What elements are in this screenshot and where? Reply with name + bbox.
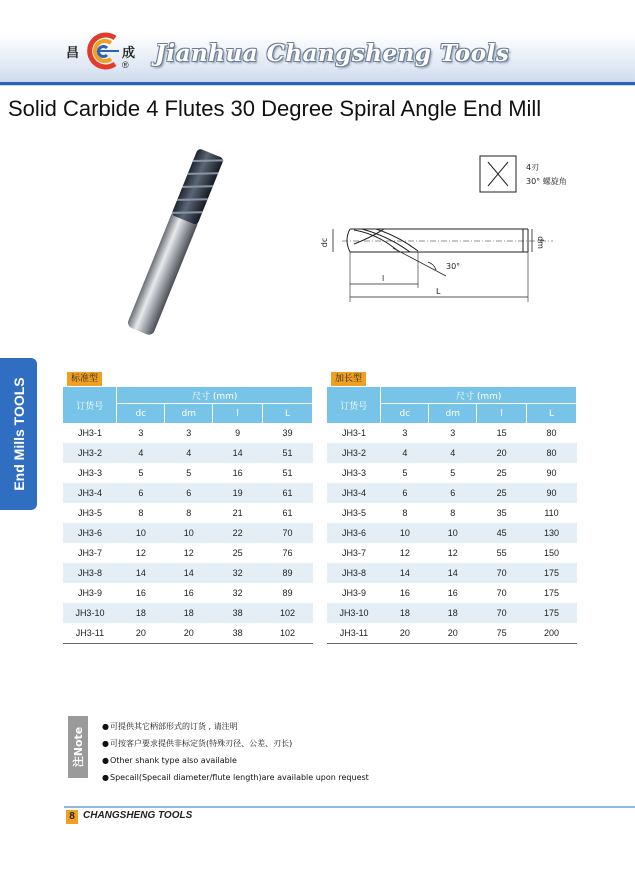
standard-badge: 标准型 xyxy=(67,372,102,386)
order-code-cell: JH3-1 xyxy=(77,428,102,438)
table-row xyxy=(63,483,313,503)
order-code-cell: JH3-9 xyxy=(341,588,366,598)
end-mill-photo xyxy=(110,140,240,340)
size-cell: 90 xyxy=(527,483,577,503)
page-header xyxy=(0,0,635,86)
size-cell: 110 xyxy=(544,508,559,518)
table-row xyxy=(327,583,577,603)
logo-char-left: 昌 xyxy=(66,46,80,61)
size-cell: 51 xyxy=(263,443,313,463)
order-code-cell: JH3-7 xyxy=(341,548,366,558)
size-cell: 200 xyxy=(527,623,577,644)
size-cell: 20 xyxy=(165,623,213,644)
size-cell: 6 xyxy=(165,483,213,503)
angle-label: 30° 螺旋角 xyxy=(526,177,567,186)
page-title: Solid Carbide 4 Flutes 30 Degree Spiral Angle End Mill xyxy=(8,96,542,121)
overall-length-label: L xyxy=(436,287,441,296)
size-cell: 39 xyxy=(282,428,293,438)
order-code-cell: JH3-8 xyxy=(63,563,117,583)
size-cell: 102 xyxy=(263,623,313,644)
table-row xyxy=(327,603,577,623)
size-cell: 20 xyxy=(477,443,527,463)
company-logo xyxy=(66,30,146,76)
table-row xyxy=(327,503,577,523)
dm-header: dm xyxy=(429,404,477,424)
side-tab xyxy=(0,358,37,510)
size-cell: 18 xyxy=(381,603,429,623)
order-code-cell: JH3-10 xyxy=(63,603,117,623)
size-cell: 8 xyxy=(450,508,456,518)
logo-mark-icon xyxy=(83,30,123,72)
order-header: 订货号 xyxy=(327,387,381,423)
registered-mark: ® xyxy=(122,60,129,70)
header-divider xyxy=(0,82,635,85)
dm-label: dm xyxy=(535,236,545,249)
L-header: L xyxy=(263,404,313,424)
size-cell: 80 xyxy=(546,428,557,438)
size-cell: 18 xyxy=(117,603,165,623)
order-code-cell: JH3-11 xyxy=(327,623,381,644)
table-row xyxy=(63,583,313,603)
technical-drawing xyxy=(318,152,588,312)
table-row xyxy=(327,523,577,543)
size-cell: 5 xyxy=(138,468,144,478)
size-cell: 10 xyxy=(165,523,213,543)
size-header: 尺寸 (mm) xyxy=(381,387,577,404)
note-item: ●Specail(Specail diameter/flute length)are available upon request xyxy=(102,773,369,782)
logo-char-right: 成 xyxy=(122,46,136,61)
dc-header: dc xyxy=(117,404,165,424)
size-cell: 16 xyxy=(135,588,146,598)
order-code-cell: JH3-10 xyxy=(327,603,381,623)
flutes-label: 4刃 xyxy=(526,163,540,172)
size-cell: 12 xyxy=(135,548,146,558)
footer-brand: CHANGSHENG TOOLS xyxy=(83,810,193,821)
size-cell: 5 xyxy=(186,468,192,478)
spiral-angle-label: 30° xyxy=(446,262,461,271)
size-cell: 12 xyxy=(447,548,458,558)
table-row xyxy=(63,523,313,543)
size-cell: 25 xyxy=(477,483,527,503)
size-cell: 80 xyxy=(527,443,577,463)
size-cell: 8 xyxy=(138,508,144,518)
size-cell: 4 xyxy=(165,443,213,463)
size-cell: 18 xyxy=(429,603,477,623)
size-cell: 12 xyxy=(399,548,410,558)
size-cell: 20 xyxy=(429,623,477,644)
size-cell: 32 xyxy=(232,588,243,598)
table-row xyxy=(63,503,313,523)
order-code-cell: JH3-6 xyxy=(327,523,381,543)
footer-divider xyxy=(64,806,635,808)
size-cell: 130 xyxy=(527,523,577,543)
order-code-cell: JH3-5 xyxy=(341,508,366,518)
size-cell: 18 xyxy=(165,603,213,623)
size-cell: 25 xyxy=(232,548,243,558)
size-cell: 75 xyxy=(477,623,527,644)
size-cell: 14 xyxy=(213,443,263,463)
dc-header: dc xyxy=(381,404,429,424)
size-header: 尺寸 (mm) xyxy=(117,387,313,404)
long-badge: 加长型 xyxy=(331,372,366,386)
size-cell: 4 xyxy=(117,443,165,463)
note-item: ●可按客户要求提供非标定货(特殊刃径、公差、刃长) xyxy=(102,739,293,748)
size-cell: 76 xyxy=(282,548,293,558)
size-cell: 16 xyxy=(232,468,243,478)
order-code-cell: JH3-3 xyxy=(77,468,102,478)
size-cell: 89 xyxy=(282,588,293,598)
size-cell: 89 xyxy=(263,563,313,583)
size-cell: 4 xyxy=(429,443,477,463)
size-cell: 14 xyxy=(117,563,165,583)
size-cell: 10 xyxy=(381,523,429,543)
order-code-cell: JH3-8 xyxy=(327,563,381,583)
size-cell: 5 xyxy=(402,468,408,478)
size-cell: 10 xyxy=(429,523,477,543)
size-cell: 32 xyxy=(213,563,263,583)
size-cell: 38 xyxy=(213,603,263,623)
table-row xyxy=(327,623,577,644)
size-cell: 8 xyxy=(186,508,192,518)
L-header: L xyxy=(527,404,577,424)
flute-length-label: l xyxy=(382,274,385,283)
table-row xyxy=(327,543,577,563)
size-cell: 70 xyxy=(477,563,527,583)
note-item: ●可提供其它柄部形式的订货 , 请注明 xyxy=(102,722,238,731)
size-cell: 10 xyxy=(117,523,165,543)
order-code-cell: JH3-2 xyxy=(63,443,117,463)
l-header: l xyxy=(477,404,527,424)
table-row xyxy=(63,463,313,483)
size-cell: 90 xyxy=(546,468,557,478)
size-cell: 15 xyxy=(496,428,507,438)
size-cell: 20 xyxy=(381,623,429,644)
size-cell: 102 xyxy=(263,603,313,623)
size-cell: 175 xyxy=(544,588,560,598)
order-code-cell: JH3-1 xyxy=(341,428,366,438)
note-text: Specail(Specail diameter/flute length)are available upon request xyxy=(110,773,369,782)
order-code-cell: JH3-6 xyxy=(63,523,117,543)
size-cell: 61 xyxy=(263,483,313,503)
size-cell: 9 xyxy=(235,428,241,438)
order-code-cell: JH3-7 xyxy=(77,548,102,558)
size-cell: 14 xyxy=(381,563,429,583)
size-cell: 175 xyxy=(527,603,577,623)
table-row xyxy=(63,423,313,443)
size-cell: 6 xyxy=(381,483,429,503)
size-cell: 35 xyxy=(496,508,507,518)
note-item: ●Other shank type also available xyxy=(102,756,237,765)
table-row xyxy=(63,623,313,644)
note-tag-label: 注Note xyxy=(72,726,85,768)
standard-table xyxy=(63,387,313,644)
size-cell: 8 xyxy=(402,508,408,518)
size-cell: 20 xyxy=(117,623,165,644)
table-row xyxy=(63,443,313,463)
size-cell: 14 xyxy=(165,563,213,583)
size-cell: 3 xyxy=(402,428,408,438)
size-cell: 4 xyxy=(381,443,429,463)
size-cell: 3 xyxy=(450,428,456,438)
table-row xyxy=(63,543,313,563)
size-cell: 14 xyxy=(429,563,477,583)
order-code-cell: JH3-5 xyxy=(77,508,102,518)
note-tag xyxy=(68,716,88,778)
table-row xyxy=(327,423,577,443)
note-text: Other shank type also available xyxy=(110,756,237,765)
size-cell: 16 xyxy=(399,588,410,598)
table-row xyxy=(327,483,577,503)
order-code-cell: JH3-4 xyxy=(327,483,381,503)
table-row xyxy=(63,563,313,583)
dm-header: dm xyxy=(165,404,213,424)
size-cell: 61 xyxy=(282,508,293,518)
size-cell: 70 xyxy=(477,603,527,623)
order-header: 订货号 xyxy=(63,387,117,423)
size-cell: 3 xyxy=(186,428,192,438)
size-cell: 150 xyxy=(544,548,560,558)
size-cell: 21 xyxy=(232,508,243,518)
note-text: 可提供其它柄部形式的订货 , 请注明 xyxy=(110,722,238,731)
long-table xyxy=(327,387,577,644)
size-cell: 12 xyxy=(183,548,194,558)
size-cell: 175 xyxy=(527,563,577,583)
table-row xyxy=(327,563,577,583)
size-cell: 45 xyxy=(477,523,527,543)
size-cell: 16 xyxy=(183,588,194,598)
dc-label: dc xyxy=(320,237,330,248)
size-cell: 3 xyxy=(138,428,144,438)
size-cell: 22 xyxy=(213,523,263,543)
note-text: 可按客户要求提供非标定货(特殊刃径、公差、刃长) xyxy=(110,739,293,748)
size-cell: 51 xyxy=(282,468,293,478)
size-cell: 25 xyxy=(496,468,507,478)
order-code-cell: JH3-11 xyxy=(63,623,117,644)
order-code-cell: JH3-2 xyxy=(327,443,381,463)
size-cell: 55 xyxy=(496,548,507,558)
size-cell: 6 xyxy=(429,483,477,503)
table-row xyxy=(327,443,577,463)
size-cell: 70 xyxy=(263,523,313,543)
size-cell: 38 xyxy=(213,623,263,644)
size-cell: 5 xyxy=(450,468,456,478)
order-code-cell: JH3-9 xyxy=(77,588,102,598)
size-cell: 16 xyxy=(447,588,458,598)
table-row xyxy=(327,463,577,483)
page-number: 8 xyxy=(66,810,78,824)
note-list xyxy=(102,718,369,786)
order-code-cell: JH3-4 xyxy=(63,483,117,503)
size-cell: 6 xyxy=(117,483,165,503)
l-header: l xyxy=(213,404,263,424)
table-row xyxy=(63,603,313,623)
brand-name: Jianhua Changsheng Tools xyxy=(155,40,510,67)
size-cell: 19 xyxy=(213,483,263,503)
side-tab-label: End Mills TOOLS xyxy=(10,377,27,491)
order-code-cell: JH3-3 xyxy=(341,468,366,478)
size-cell: 70 xyxy=(496,588,507,598)
